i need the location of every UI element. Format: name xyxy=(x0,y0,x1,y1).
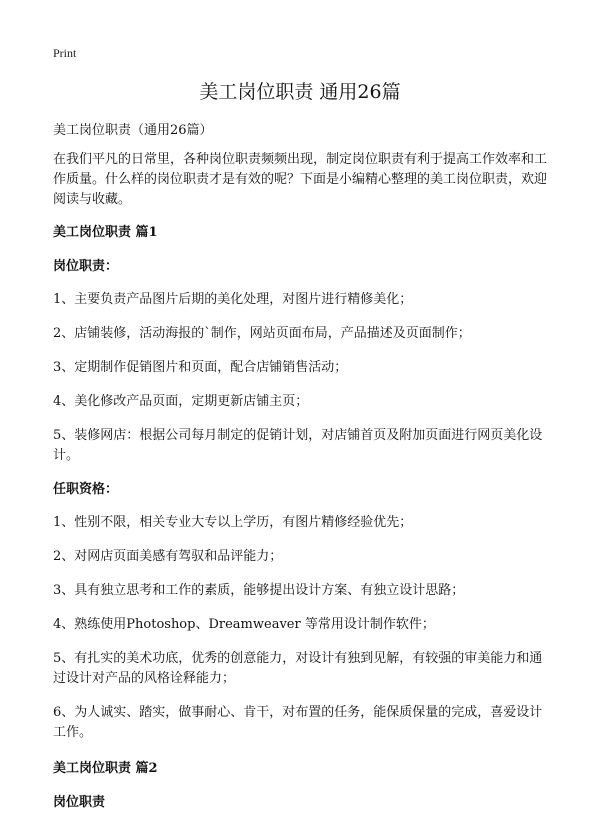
page-title: 美工岗位职责 通用26篇 xyxy=(199,81,401,103)
requirements-heading: 任职资格： xyxy=(53,482,119,497)
requirement-item: 2、对网店页面美感有驾驭和品评能力； xyxy=(53,549,283,564)
duties-heading-2: 岗位职责 xyxy=(53,795,106,810)
article-body xyxy=(53,121,548,826)
requirement-item: 3、具有独立思考和工作的素质，能够提出设计方案、有独立设计思路； xyxy=(53,583,465,598)
intro-paragraph: 在我们平凡的日常里，各种岗位职责频频出现，制定岗位职责有利于提高工作效率和工作质量。什么样的岗位职责才是有效的呢？下面是小编精心整理的美工岗位职责，欢迎阅读与收藏。 xyxy=(53,152,548,207)
duty-item: 2、店铺装修，活动海报的`制作，网站页面布局，产品描述及页面制作； xyxy=(53,326,471,341)
section-heading-2: 美工岗位职责 篇2 xyxy=(53,761,158,776)
duty-item: 4、美化修改产品页面，定期更新店铺主页； xyxy=(53,394,309,409)
requirement-item: 4、熟练使用Photoshop、Dreamweaver 等常用设计制作软件； xyxy=(53,617,435,632)
requirement-item: 6、为人诚实、踏实，做事耐心、肯干，对布置的任务，能保质保量的完成，喜爱设计工作。 xyxy=(53,705,543,740)
duties-heading: 岗位职责： xyxy=(53,259,119,274)
duty-item: 3、定期制作促销图片和页面，配合店铺销售活动； xyxy=(53,360,348,375)
requirement-item: 5、有扎实的美术功底，优秀的创意能力，对设计有独到见解，有较强的审美能力和通过设计对产品的风格诠释能力； xyxy=(53,651,543,686)
print-link[interactable]: Print xyxy=(53,46,77,60)
section-heading-1: 美工岗位职责 篇1 xyxy=(53,225,158,240)
article-subtitle: 美工岗位职责（通用26篇） xyxy=(53,123,213,138)
requirement-item: 1、性别不限，相关专业大专以上学历，有图片精修经验优先； xyxy=(53,515,413,530)
duty-item: 5、装修网店：根据公司每月制定的促销计划，对店铺首页及附加页面进行网页美化设计。 xyxy=(53,428,543,463)
duty-item: 1、主要负责产品图片后期的美化处理，对图片进行精修美化； xyxy=(53,292,413,307)
